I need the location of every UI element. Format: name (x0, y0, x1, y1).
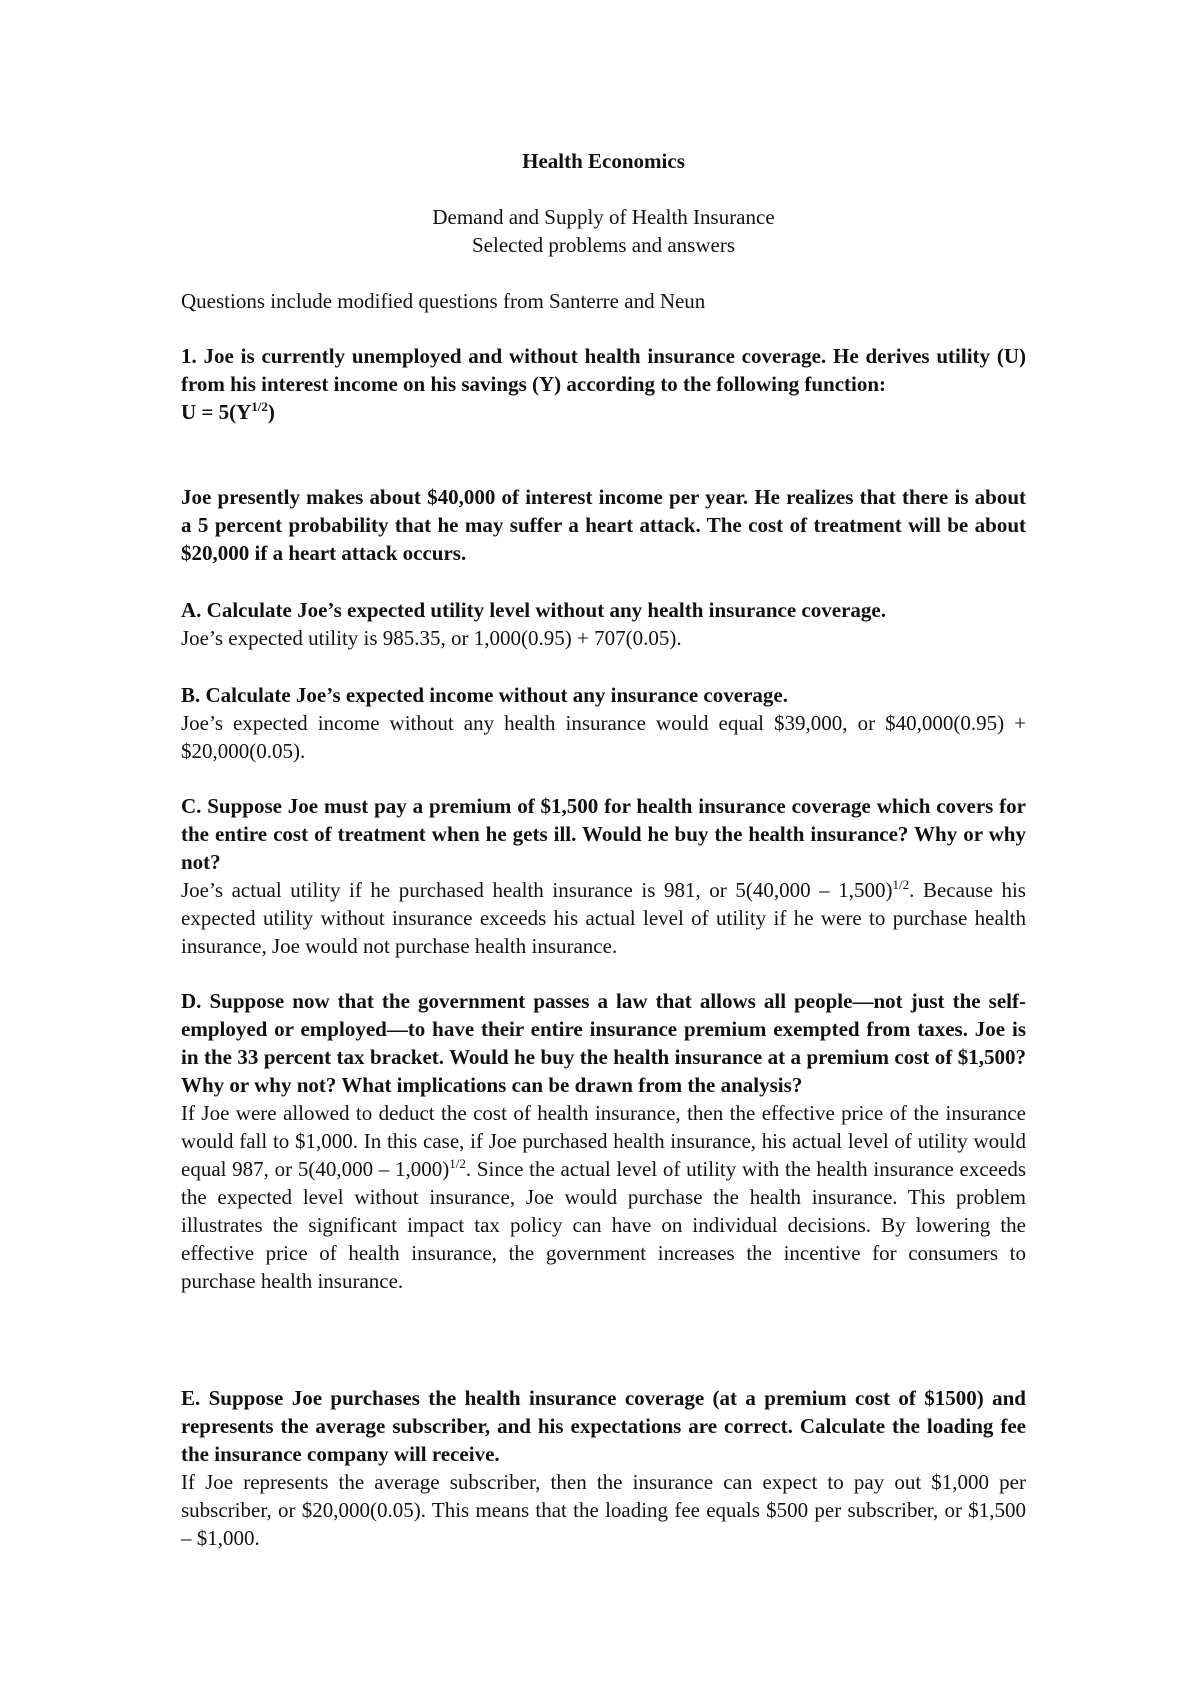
part-d-answer (181, 1099, 1026, 1295)
part-b-answer: Joe’s expected income without any health insurance would equal $39,000, or $40,000(0.95) + $20,000(0.05). (181, 711, 1026, 763)
part-d-answer-text-2: . Since the actual level of utility with the health insurance exceeds the expected level without insurance, Joe would purchase the health insurance. This problem illustrates the significant impact tax policy can have on individual decisions. By lowering the effective price of health insurance, the government increases the incentive for consumers to purchase health insurance. (181, 1157, 1026, 1293)
part-d-answer-text-1: If Joe were allowed to deduct the cost of health insurance, then the effective price of the insurance would fall to $1,000. In this case, if Joe purchased health insurance, his actual level of utility would equal 987, or 5(40,000 – 1,000) (181, 1101, 1026, 1181)
part-b (181, 681, 1026, 765)
part-c-answer (181, 876, 1026, 960)
part-c-question: C. Suppose Joe must pay a premium of $1,500 for health insurance coverage which covers for the entire cost of treatment when he gets ill. Would he buy the health insurance? Why or why not? (181, 794, 1026, 874)
utility-function (181, 398, 1026, 426)
part-c-answer-exponent: 1/2 (892, 877, 910, 892)
problem-1-text: 1. Joe is currently unemployed and without health insurance coverage. He derives utility (U) from his interest income on his savings (Y) according to the following function: (181, 344, 1026, 396)
problem-1-scenario: Joe presently makes about $40,000 of interest income per year. He realizes that there is about a 5 percent probability that he may suffer a heart attack. The cost of treatment will be about $20,000 if a heart attack occurs. (181, 485, 1026, 565)
part-c-answer-text-1: Joe’s actual utility if he purchased health insurance is 981, or 5(40,000 – 1,500) (181, 878, 893, 902)
part-e (181, 1384, 1026, 1552)
part-d-question: D. Suppose now that the government passes a law that allows all people—not just the self-employed or employed—to have their entire insurance premium exempted from taxes. Joe is in the 33 percent tax bracket. Would he buy the health insurance at a premium cost of $1,500? Why or why not? What implications can be drawn from the analysis? (181, 989, 1026, 1097)
utility-function-end: ) (267, 400, 275, 424)
part-a (181, 596, 1026, 652)
part-c (181, 792, 1026, 960)
document-subtitle-2: Selected problems and answers (471, 233, 735, 257)
problem-1-intro (181, 342, 1026, 426)
source-note: Questions include modified questions from Santerre and Neun (181, 289, 706, 313)
utility-function-base: U = 5(Y (181, 400, 252, 424)
part-a-answer: Joe’s expected utility is 985.35, or 1,000(0.95) + 707(0.05). (181, 626, 682, 650)
document-subtitle-1: Demand and Supply of Health Insurance (432, 205, 775, 229)
part-a-question: A. Calculate Joe’s expected utility level without any health insurance coverage. (181, 598, 886, 622)
part-d-answer-exponent: 1/2 (449, 1156, 466, 1171)
utility-function-exponent: 1/2 (251, 399, 268, 414)
part-d (181, 987, 1026, 1295)
part-c-answer-text-2: . Because his expected utility without insurance exceeds his actual level of utility if he were to purchase health insurance, Joe would not purchase health insurance. (181, 878, 1026, 958)
document-title: Health Economics (522, 149, 685, 173)
part-b-question: B. Calculate Joe’s expected income without any insurance coverage. (181, 683, 788, 707)
part-e-question: E. Suppose Joe purchases the health insurance coverage (at a premium cost of $1500) and represents the average subscriber, and his expectations are correct. Calculate the loading fee the insurance company will receive. (181, 1386, 1026, 1466)
part-e-answer: If Joe represents the average subscriber, then the insurance can expect to pay out $1,000 per subscriber, or $20,000(0.05). This means that the loading fee equals $500 per subscriber, or $1,500 – $1,000. (181, 1470, 1026, 1550)
